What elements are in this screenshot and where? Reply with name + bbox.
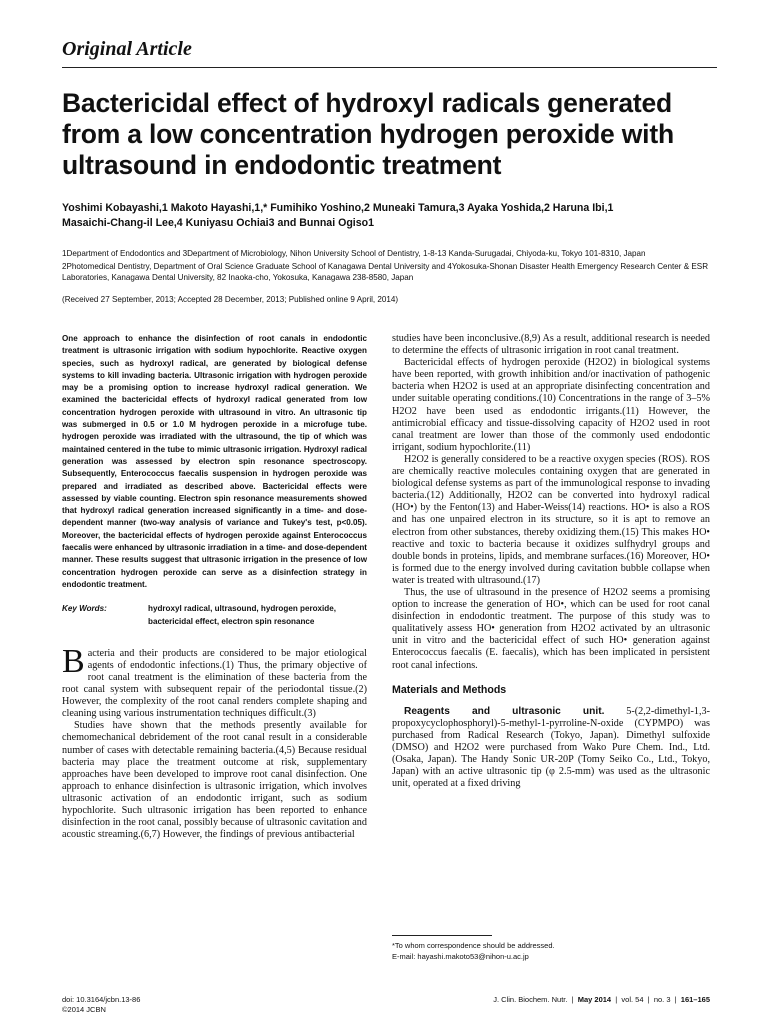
journal-name: J. Clin. Biochem. Nutr. — [493, 995, 568, 1004]
footnote-rule — [392, 935, 492, 936]
authors-line-1: Yoshimi Kobayashi,1 Makoto Hayashi,1,* Fumihiko Yoshino,2 Muneaki Tamura,3 Ayaka Yoshida,2 Haruna Ibi,1 — [62, 202, 614, 214]
volume: vol. 54 — [621, 995, 644, 1004]
drop-cap: B — [62, 642, 85, 680]
issue: no. 3 — [653, 995, 671, 1004]
footnote — [392, 935, 710, 962]
authors-line-2: Masaichi-Chang-il Lee,4 Kuniyasu Ochiai3 and Bunnai Ogiso1 — [62, 217, 374, 229]
copyright: ©2014 JCBN — [62, 1005, 106, 1014]
right-paragraph-1: studies have been inconclusive.(8,9) As a result, additional research is needed to determine the effects of ultrasonic irrigation in root canal treatment. — [392, 333, 710, 357]
issue-date: May 2014 — [577, 995, 612, 1004]
right-paragraph-2: Bactericidal effects of hydrogen peroxide (H2O2) in biological systems have been reported, with growth inhibition and/or inactivation of pathogenic bacteria when H2O2 is used at an appropriate disinfecting concentration and under suitable operating conditions.(10) Concentrations in the range of 3–5% H2O2 have been used as endodontic irrigants.(11) However, the antimicrobial efficacy and tissue-dissolving capacity of H2O2 used in root canal treatment are lower than those of the commonly used endodontic irrigant, sodium hypochlorite.(11) — [392, 357, 710, 453]
doi[interactable]: doi: 10.3164/jcbn.13-86 — [62, 995, 141, 1004]
right-column — [392, 333, 710, 790]
right-paragraph-4: Thus, the use of ultrasound in the presence of H2O2 seems a promising option to increase the generation of HO•, which can be used for root canal disinfection in endodontic treatment. The purpose of this study was to qualitatively assess HO• generation from H2O2 activated by an ultrasonic unit in vitro and the bactericidal effect of such HO• generation against Enterococcus faecalis (E. faecalis), which has been implicated in persistent root canal infections. — [392, 586, 710, 671]
runin-heading: Reagents and ultrasonic unit. — [404, 705, 605, 717]
affiliation-2: 2Photomedical Dentistry, Department of Oral Science Graduate School of Kanagawa Dental University and 4Yokosuka-Shonan Disaster Health Emergency Research Center & ESR Laboratories, Kanagawa Dental University, 82 Inaoka-cho, Yokosuka, Kanagawa 238-8580, Japan — [62, 262, 709, 282]
keywords-label: Key Words: — [62, 604, 107, 614]
email-note[interactable]: E-mail: hayashi.makoto53@nihon-u.ac.jp — [392, 951, 529, 961]
right-paragraph-3: H2O2 is generally considered to be a reactive oxygen species (ROS). ROS are chemically reactive molecules containing oxygen that are generated in biological defense systems as part of the immunological response to invading bacteria.(12) Additionally, H2O2 can be converted into hydroxyl radical (HO•) by the Fenton(13) and Haber-Weiss(14) reactions. HO• is also a ROS and has one unpaired electron in its structure, so it is apt to remove an electron from other substances, thereby oxidizing them.(15) This makes HO• reactive and toxic to bacteria because it oxidizes sulfhydryl groups and double bonds in proteins, lipids, and membrane surfaces.(16) Moreover, HO• is formed due to the energy involved during cavitation bubble collapse when water is treated with ultrasound.(17) — [392, 453, 710, 586]
intro-text — [62, 642, 367, 842]
page-range: 161–165 — [680, 995, 710, 1004]
affiliation-1: 1Department of Endodontics and 3Department of Microbiology, Nihon University School of Dentistry, 1-8-13 Kanda-Surugadai, Chiyoda-ku, Tokyo 101-8310, Japan — [62, 249, 646, 258]
header-rule — [62, 67, 717, 68]
footer-left — [62, 995, 140, 1015]
author-list — [62, 201, 717, 231]
methods-paragraph-1: Reagents and ultrasonic unit. 5-(2,2-dimethyl-1,3-propoxycyclophosphoryl)-5-methyl-1-pyrroline-N-oxide (CYPMPO) was purchased from Radical Research (Tokyo, Japan). Dimethyl sulfoxide (DMSO) and H2O2 were purchased from Wako Pure Chem. Ind., Ltd. (Osaka, Japan). The Handy Sonic UR-20P (Tomy Seiko Co., Ltd., Tokyo, Japan) with an active ultrasonic tip (φ 2.5-mm) was used as the ultrasonic unit, operated at a fixed driving — [392, 705, 710, 790]
keywords — [62, 603, 367, 628]
article-type: Original Article — [62, 38, 192, 60]
footer-citation: J. Clin. Biochem. Nutr. | May 2014 | vol. 54 | no. 3 | 161–165 — [493, 995, 710, 1004]
correspondence-note: *To whom correspondence should be addressed. — [392, 941, 555, 950]
affiliations — [62, 248, 717, 283]
section-heading: Materials and Methods — [392, 683, 507, 696]
article-header — [62, 38, 717, 304]
left-column — [62, 333, 367, 841]
keywords-text: hydroxyl radical, ultrasound, hydrogen peroxide, bactericidal effect, electron spin resonance — [148, 604, 336, 626]
abstract: One approach to enhance the disinfection of root canals in endodontic treatment is ultrasonic irrigation with sodium hypochlorite. Reactive oxygen species, such as hydroxyl radical, are generated by biological defense systems to kill invading bacteria. Ultrasonic irrigation with hydrogen peroxide may be a promising option to increase hydroxyl radical generation. We examined the bactericidal effects of hydroxyl radical generated from low concentration hydrogen peroxide with ultrasound in vitro. An ultrasonic tip was submerged in 0.5 or 1.0 M hydrogen peroxide in a microfuge tube. hydrogen peroxide was irradiated with the ultrasound, the tip of which was maintained centered in the tube to mimic ultrasonic irrigation. Hydroxyl radical generation was assessed by electron spin resonance spectroscopy. Subsequently, Enterococcus faecalis suspension in hydrogen peroxide was prepared and irradiated as described above. Bactericidal effects were assessed by viable counting. Electron spin resonance measurements showed that hydroxyl radical generation increased significantly in a time- and dose-dependent manner (two-way analysis of variance and Tukey's test, p<0.05). Moreover, the bactericidal effects of hydrogen peroxide against Enterococcus faecalis were enhanced by ultrasonic irradiation in a time- and dose-dependent manner. These results suggest that ultrasonic irrigation in the presence of low concentration hydrogen peroxide can serve as a disinfection strategy in endodontic treatment. — [62, 334, 367, 589]
intro-paragraph-1: Bacteria and their products are considered to be major etiological agents of endodontic infections.(1) Thus, the primary objective of root canal treatment is the elimination of these bacteria from the root canal system with subsequent repair of the periodontal tissue.(2) However, the complexity of the root canal renders complete shaping and cleaning using various instrumentation techniques difficult.(3) — [62, 642, 367, 720]
article-title: Bactericidal effect of hydroxyl radicals generated from a low concentration hydrogen peroxide with ultrasound in endodontic treatment — [62, 88, 674, 180]
intro-paragraph-2: Studies have shown that the methods presently available for chemomechanical debridement of the root canal result in a considerable number of cases with detectable remaining bacteria.(4,5) Because residual bacteria may place the treatment outcome at risk, supplementary approaches have been developed to improve root canal disinfection. One approach to enhance disinfection is ultrasonic irrigation, which involves ultrasonic activation of an endodontic irrigant, such as sodium hypochlorite. Such ultrasonic irrigation has been reported to enhance disinfection in the root canal, possibly because of ultrasonic cavitation and acoustic streaming.(6,7) However, the findings of previous antibacterial — [62, 720, 367, 841]
received-dates: (Received 27 September, 2013; Accepted 28 December, 2013; Published online 9 April, 2014) — [62, 295, 399, 304]
